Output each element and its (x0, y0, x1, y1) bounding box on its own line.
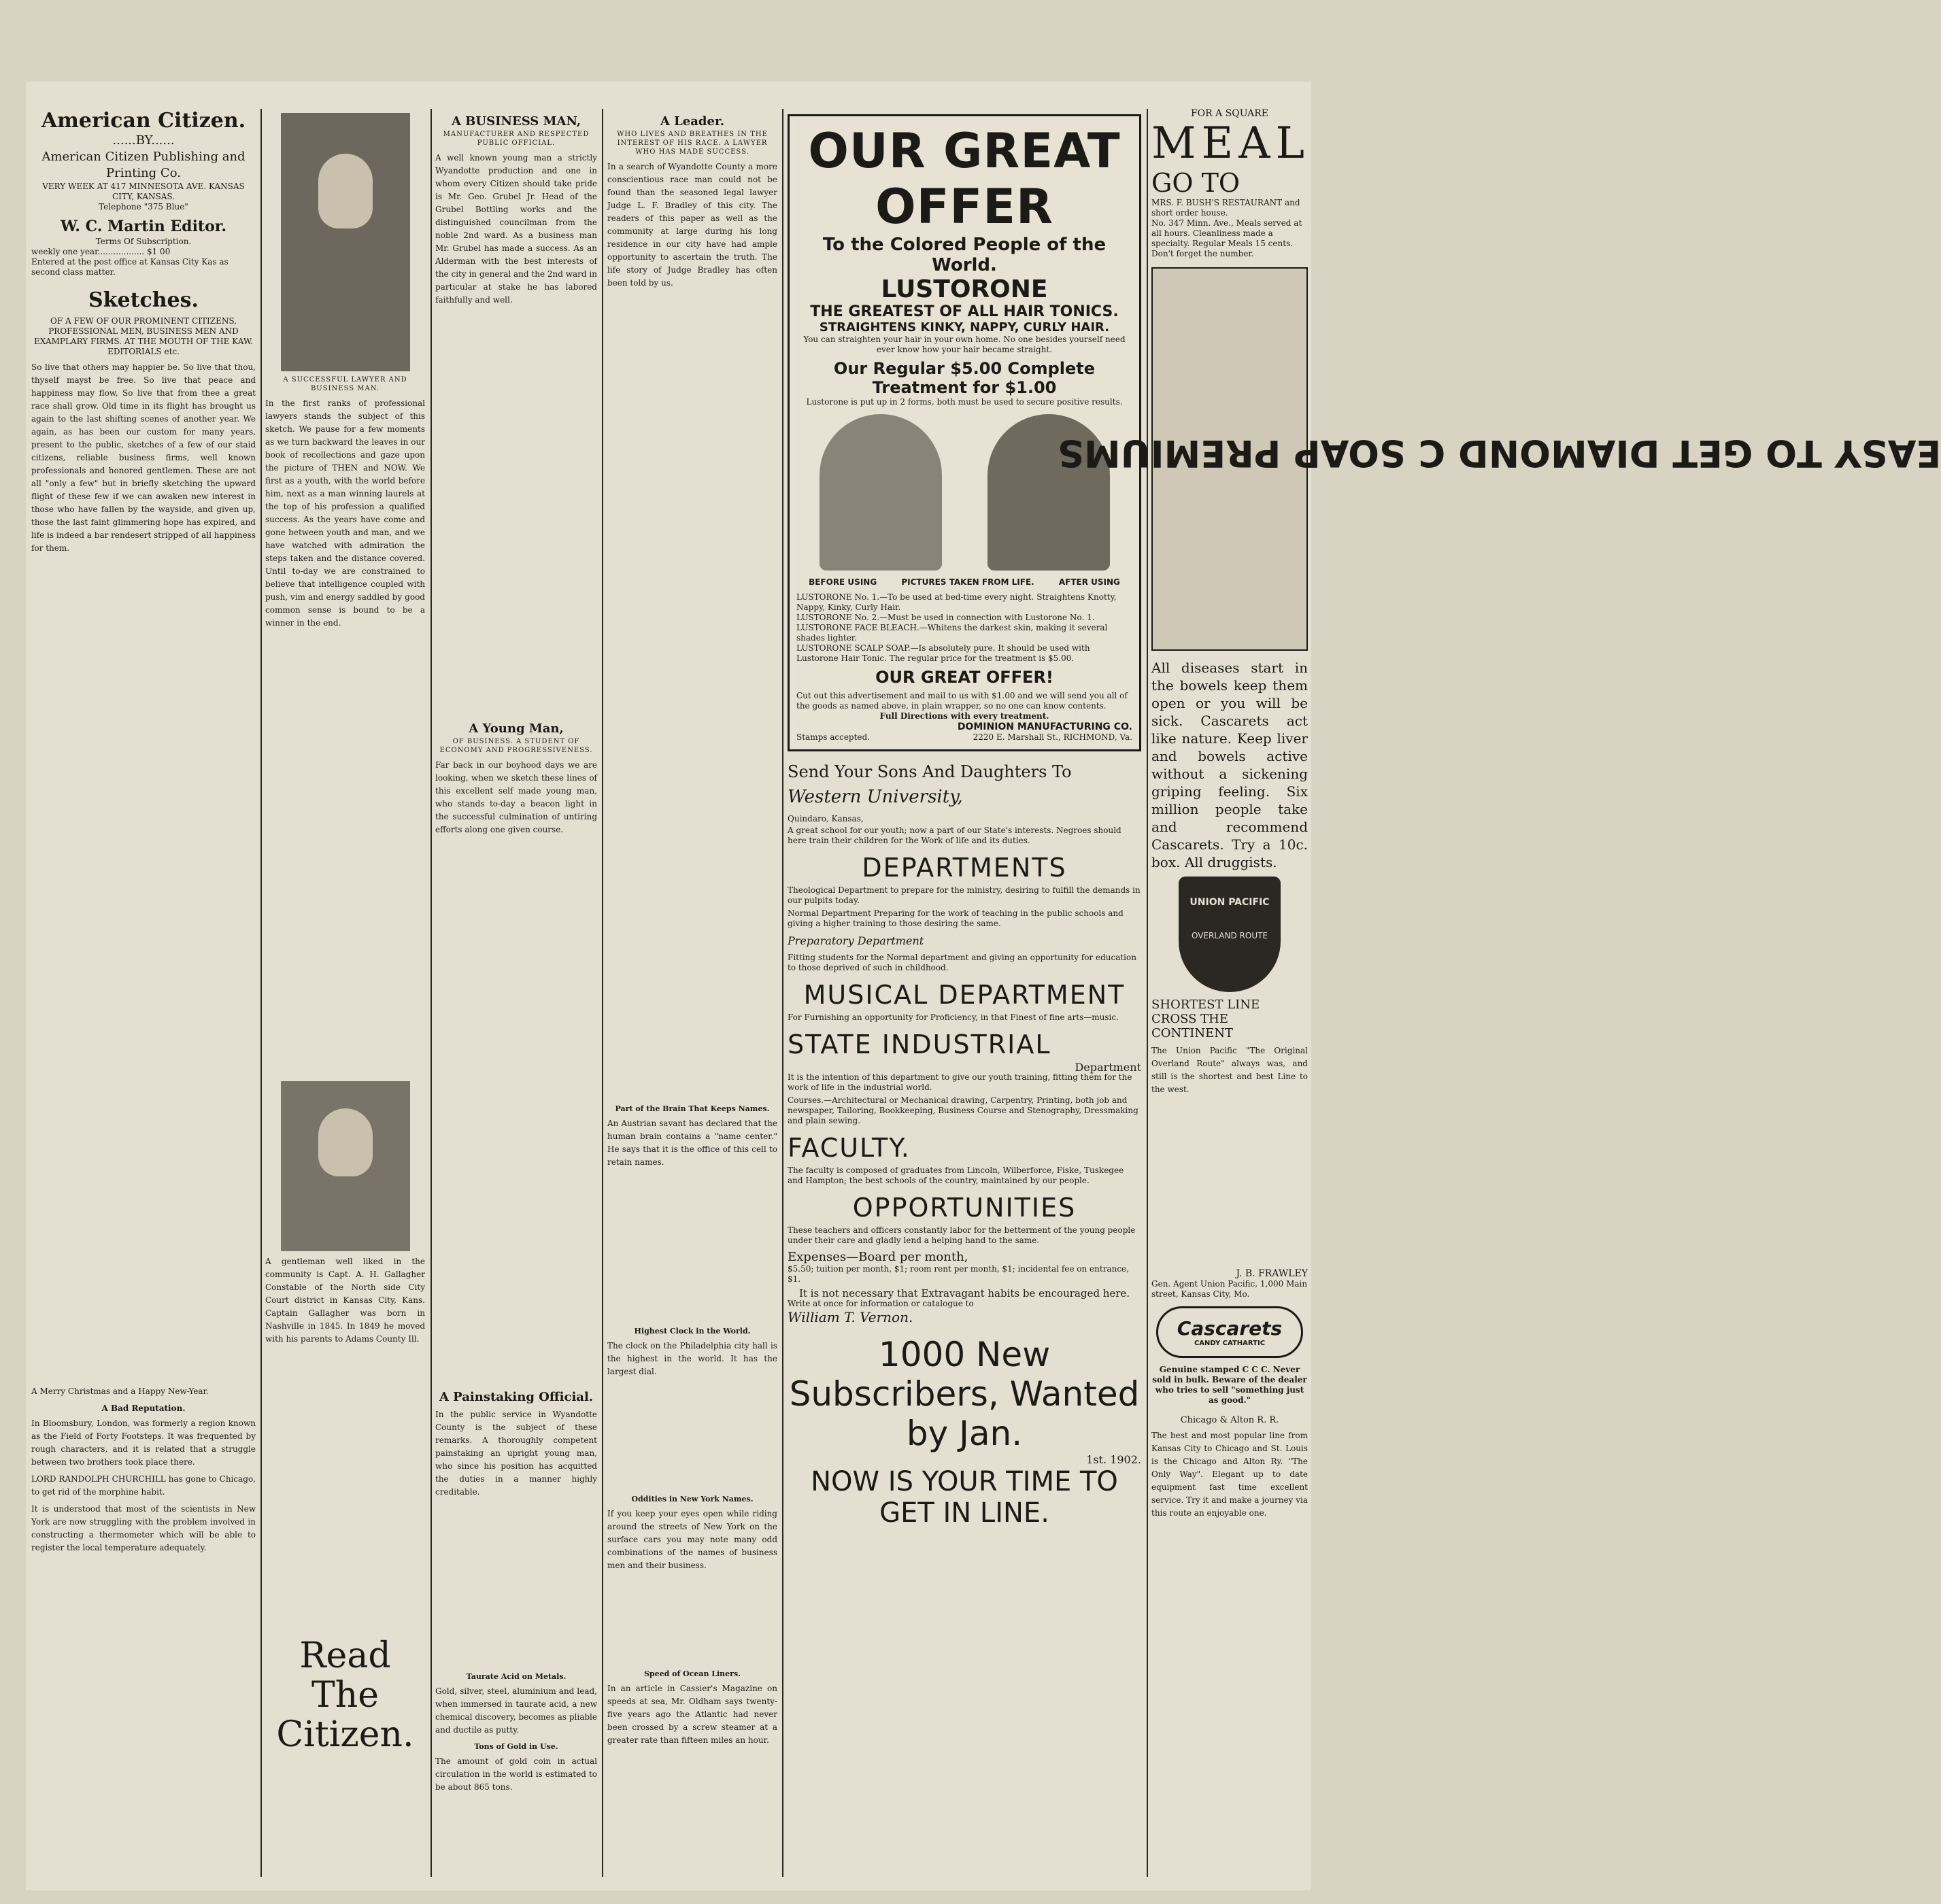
bleach-text: LUSTORONE FACE BLEACH.—Whitens the darkest skin, making it several shades lighter. (796, 623, 1108, 643)
expenses-text: $5.50; tuition per month, $1; room rent per month, $1; incidental fee on entrance, $1. (788, 1264, 1129, 1284)
chicago-alton-head: Chicago & Alton R. R. (1180, 1415, 1279, 1425)
cascarets-candy: CANDY CATHARTIC (1194, 1340, 1266, 1347)
normal-text: Normal Department Preparing for the work of teaching in the public schools and giving a higher training to those desiring the same. (788, 908, 1124, 928)
lawyer-caption: A SUCCESSFUL LAWYER AND BUSINESS MAN. (283, 376, 407, 392)
faculty-head: FACULTY. (788, 1133, 911, 1163)
young-man-subhead: OF BUSINESS. A STUDENT OF ECONOMY AND PROGRESSIVENESS. (439, 738, 593, 754)
column-leader (607, 109, 777, 1877)
business-head: A BUSINESS MAN, (451, 114, 581, 129)
brain-text: An Austrian savant has declared that the human brain contains a "name center." He says that it is the office of this cell to retain names. (607, 1119, 777, 1167)
masthead-terms: Terms Of Subscription. (95, 237, 192, 246)
directions-text: Full Directions with every treatment. (879, 711, 1049, 721)
diamond-soap-text: EASY TO GET DIAMOND C SOAP PREMIUMS (1058, 432, 1941, 475)
sketches-text: So live that others may happier be. So live that thou, thyself mayst be free. So live that peace and happiness may flow, So live that from thee a great race shall grow. Old time in its flight has brought us again to the last shifting scenes of another year. We again, as has been our custom for many years, present to the public, sketches of a few of our staid citizens, reliable business firms, well known professionals and honored gentlemen. These are not all "only a few" but in briefly sketching the upward flight of these few if we can awaken new interest in those who have fallen by the wayside, and given up, those the last faint glimmering hope has expired, and life is indeed a bar rendesert stripped of all happiness for them. (31, 362, 256, 553)
oddities-head: Oddities in New York Names. (631, 1495, 754, 1503)
bad-reputation-head: A Bad Reputation. (101, 1404, 186, 1413)
western-university-ad (788, 762, 1141, 1325)
western-head: Send Your Sons And Daughters To (788, 762, 1072, 781)
bad-reputation-text: In Bloomsbury, London, was formerly a region known as the Field of Forty Footsteps. It was frequented by rough characters, and it is related that a struggle between two brothers took place there. (31, 1418, 256, 1467)
write-text: Write at once for information or catalogue to (788, 1299, 974, 1308)
after-caption: AFTER USING (1058, 577, 1120, 587)
western-name: Western University, (788, 787, 963, 807)
state-text: It is the intention of this department to give our youth training, fitting them for the work of life in the industrial world. (788, 1072, 1132, 1092)
signer: William T. Vernon. (788, 1309, 913, 1325)
offer-forms: Lustorone is put up in 2 forms, both must be used to secure positive results. (806, 397, 1123, 407)
masthead-editor: W. C. Martin Editor. (61, 218, 226, 235)
column-advertisements (788, 109, 1141, 1877)
no2-text: LUSTORONE No. 2.—Must be used in connection with Lustorone No. 1. (796, 613, 1095, 622)
subscribers-line2: NOW IS YOUR TIME TO GET IN LINE. (811, 1466, 1118, 1529)
column-masthead (31, 109, 256, 1877)
churchill-text: LORD RANDOLPH CHURCHILL has gone to Chicago, to get rid of the morphine habit. (31, 1474, 256, 1497)
newspaper-page (26, 82, 1941, 1890)
column-rule (431, 109, 432, 1877)
department-label: Department (1075, 1061, 1141, 1074)
sketches-title: Sketches. (88, 288, 199, 312)
offer-line3: STRAIGHTENS KINKY, NAPPY, CURLY HAIR. (819, 320, 1110, 335)
frawley-name: J. B. FRAWLEY (1236, 1268, 1308, 1279)
gold-head: Tons of Gold in Use. (474, 1742, 558, 1751)
gallagher-portrait (281, 1081, 410, 1251)
gallagher-text: A gentleman well liked in the community is Capt. A. H. Gallagher Constable of the North side City Court district in Kansas City, Kans. Captain Gallagher was born in Nashville in 1845. In 1849 he moved with his parents to Adams County Ill. (265, 1257, 425, 1344)
musical-text: For Furnishing an opportunity for Proficiency, in that Finest of fine arts—music. (788, 1013, 1119, 1022)
departments-head: DEPARTMENTS (862, 853, 1067, 883)
offer-line2: THE GREATEST OF ALL HAIR TONICS. (810, 303, 1119, 320)
company-name: DOMINION MANUFACTURING CO. (957, 721, 1132, 732)
gold-text: The amount of gold coin in actual circulation in the world is estimated to be about 865 tons. (435, 1756, 597, 1792)
column-lawyer (265, 109, 425, 1877)
masthead-publisher: American Citizen Publishing and Printing Co. (41, 150, 246, 180)
masthead-title: American Citizen. (41, 109, 246, 133)
taurate-text: Gold, silver, steel, aluminium and lead, when immersed in taurate acid, a new chemical discovery, becomes as pliable and ductile as putty. (435, 1686, 597, 1735)
faculty-text: The faculty is composed of graduates from Lincoln, Wilberforce, Fiske, Tuskegee and Hampton; the best schools of the country, maintained by our people. (788, 1166, 1124, 1185)
masthead-rate: weekly one year.................. $1 00 (31, 247, 171, 256)
frawley-agent: Gen. Agent Union Pacific, 1,000 Main street, Kansas City, Mo. (1151, 1279, 1308, 1299)
opportunities-text: These teachers and officers constantly labor for the betterment of the young people under their care and gladly lend a helping hand to the same. (788, 1225, 1136, 1245)
business-text: A well known young man a strictly Wyandotte production and one in whom every Citizen should take pride is Mr. Geo. Grubel Jr. Head of the Grubel Bottling works and the distinguished councilman from the noble 2nd ward. As a business man Mr. Grubel has made a success. As an Alderman with the best interests of the city in general and the 2nd ward in particular at stake he has labored faithfully and well. (435, 153, 597, 305)
column-rule (260, 109, 262, 1877)
column-rule (602, 109, 603, 1877)
citizen: Citizen. (276, 1714, 414, 1755)
western-place: Quindaro, Kansas, (788, 814, 864, 823)
column-rule (782, 109, 783, 1877)
young-man-head: A Young Man, (469, 721, 564, 736)
cascarets-logo (1156, 1306, 1303, 1358)
opportunities-head: OPPORTUNITIES (852, 1193, 1077, 1223)
before-caption: BEFORE USING (809, 577, 877, 587)
before-image (820, 414, 942, 571)
image-captions (796, 577, 1132, 587)
masthead-entry: Entered at the post office at Kansas City Kas as second class matter. (31, 257, 229, 277)
offer-price: Our Regular $5.00 Complete Treatment for $1.00 (833, 359, 1096, 397)
bush-text: No. 347 Minn. Ave., Meals served at all hours. Cleanliness made a specialty. Regular Meals 15 cents. Don't forget the number. (1151, 218, 1302, 258)
company-address: 2220 E. Marshall St., RICHMOND, Va. (973, 732, 1132, 742)
offer-headline: OUR GREAT OFFER (808, 123, 1121, 235)
brain-head: Part of the Brain That Keeps Names. (615, 1104, 770, 1113)
clock-head: Highest Clock in the World. (634, 1327, 751, 1336)
taurate-head: Taurate Acid on Metals. (466, 1672, 567, 1681)
western-intro: A great school for our youth; now a part of our State's interests. Negroes should here train their children for the Work of life and its duties. (788, 826, 1121, 845)
union-pacific-text-body: The Union Pacific "The Original Overland Route" always was, and still is the shortest and best Line to the west. (1151, 1046, 1308, 1094)
preparatory-text: Fitting students for the Normal department and giving an opportunity for education to those deprived of such in childhood. (788, 953, 1136, 972)
state-industrial-head: STATE INDUSTRIAL (788, 1030, 1051, 1059)
union-pacific-shield (1179, 877, 1281, 992)
expenses-head: Expenses—Board per month, (788, 1250, 968, 1264)
oddities-text: If you keep your eyes open while riding around the streets of New York on the surface cars you may note many odd combinations of the names of business men and their business. (607, 1509, 777, 1570)
leader-subhead: WHO LIVES AND BREATHES IN THE INTEREST OF HIS RACE. A LAWYER WHO HAS MADE SUCCESS. (617, 131, 768, 156)
cascarets-ad-text: All diseases start in the bowels keep them open or you will be sick. Cascarets act like nature. Keep liver and bowels active without a sickening griping feeling. Six million people take and recommend Cascarets. Try a 10c. box. All druggists. (1151, 660, 1308, 870)
cascarets-brand: Cascarets (1177, 1317, 1283, 1340)
leader-head: A Leader. (660, 114, 725, 129)
offer-again: OUR GREAT OFFER! (875, 668, 1053, 687)
stamps-text: Stamps accepted. (796, 732, 871, 742)
painstaking-text: In the public service in Wyandotte County is the subject of these remarks. A thoroughly competent painstaking an upright young man, who since his position has acquitted the duties in a manner highly creditable. (435, 1410, 597, 1497)
subscribers-line1: 1000 New Subscribers, Wanted by Jan. (789, 1335, 1140, 1453)
business-subhead: MANUFACTURER AND RESPECTED PUBLIC OFFICIAL. (443, 131, 590, 147)
offer-line4: You can straighten your hair in your own home. No one besides yourself need ever know how your hair became straight. (803, 335, 1126, 354)
union-pacific-text: UNION PACIFIC (1189, 897, 1270, 908)
painstaking-head: A Painstaking Official. (439, 1390, 594, 1404)
column-business (435, 109, 597, 1877)
chicago-alton-text: The best and most popular line from Kansas City to Chicago and St. Louis is the Chicago and Alton Ry. "The Only Way". Elegant up to date equipment fast time excellent service. Try it and make a journey via this route an enjoyable one. (1151, 1431, 1308, 1518)
scientists-text: It is understood that most of the scientists in New York are now struggling with the problem involved in constructing a thermometer which will be able to register the local temperature adequately. (31, 1504, 256, 1552)
company-footer (796, 732, 1132, 743)
clock-text: The clock on the Philadelphia city hall is the highest in the world. It has the largest dial. (607, 1341, 777, 1376)
meal-label: MEAL (1151, 118, 1310, 169)
greeting: A Merry Christmas and a Happy New-Year. (31, 1387, 209, 1396)
lawyer-text: In the first ranks of professional lawyers stands the subject of this sketch. We pause for a few moments as we turn backward the leaves in our book of recollections and gaze upon the picture of THEN and NOW. We first as a youth, with the world before him, next as a man winning laurels at the top of his profession a qualified success. As the years have come and gone between youth and man, and we have watched with admiration the steps taken and the distance covered. Until to-day we are constrained to believe that intelligence coupled with push, vim and energy saddled by good common sense is bound to be a winner in the end. (265, 398, 425, 628)
ocean-head: Speed of Ocean Liners. (643, 1669, 741, 1678)
subscribers-ad (788, 1335, 1141, 1529)
leader-text: In a search of Wyandotte County a more conscientious race man could not be found than the seasoned legal lawyer Judge L. F. Bradley of this city. The readers of this paper as well as the community at large during his long residence in our city have had ample opportunity to ascertain the truth. The life story of Judge Bradley has often been told by us. (607, 162, 777, 288)
masthead-address: VERY WEEK AT 417 MINNESOTA AVE. KANSAS CITY, KANSAS. (42, 182, 245, 201)
overland-text: OVERLAND ROUTE (1191, 931, 1268, 940)
subscribers-year: 1st. 1902. (1086, 1453, 1141, 1466)
column-rule (1147, 109, 1148, 1877)
courses-text: Courses.—Architectural or Mechanical drawing, Carpentry, Printing, both job and newspaper, Tailoring, Bookkeeping, Business Course and Stenography, Dressmaking and plain sewing. (788, 1095, 1138, 1125)
offer-line1: To the Colored People of the World. (822, 235, 1107, 275)
extravagant-text: It is not necessary that Extravagant habits be encouraged here. (798, 1287, 1130, 1299)
masthead-telephone: Telephone "375 Blue" (99, 202, 188, 211)
preparatory-head: Preparatory Department (788, 934, 924, 947)
masthead-by: ......BY...... (112, 133, 175, 148)
read-the: Read The (299, 1635, 391, 1716)
shortest-line: SHORTEST LINE (1151, 998, 1260, 1012)
lawyer-portrait (281, 113, 410, 371)
musical-head: MUSICAL DEPARTMENT (803, 980, 1126, 1010)
bush-name: MRS. F. BUSH'S RESTAURANT and short order house. (1151, 198, 1300, 218)
cross-continent: CROSS THE CONTINENT (1151, 1012, 1234, 1040)
theological-text: Theological Department to prepare for the ministry, desiring to fulfill the demands in our pulpits today. (788, 885, 1141, 905)
lustorone-brand: LUSTORONE (881, 275, 1048, 303)
go-to-label: GO TO (1151, 168, 1240, 198)
scalp-text: LUSTORONE SCALP SOAP.—Is absolutely pure. It should be used with Lustorone Hair Tonic. The regular price for the treatment is $5.00. (796, 643, 1090, 663)
cascarets-genuine: Genuine stamped C C C. Never sold in bulk. Beware of the dealer who tries to sell "something just as good." (1152, 1365, 1307, 1405)
no1-text: LUSTORONE No. 1.—To be used at bed-time every night. Straightens Knotty, Nappy, Kinky, Curly Hair. (796, 592, 1117, 612)
young-man-text: Far back in our boyhood days we are looking, when we sketch these lines of this excellent self made young man, who stands to-day a beacon light in the successful culmination of untiring efforts along one given course. (435, 760, 597, 834)
cut-text: Cut out this advertisement and mail to us with $1.00 and we will send you all of the goods as named above, in plain wrapper, so no one can know contents. (796, 691, 1128, 711)
pictures-caption: PICTURES TAKEN FROM LIFE. (901, 577, 1034, 587)
sketches-subtitle: OF A FEW OF OUR PROMINENT CITIZENS, PROFESSIONAL MEN, BUSINESS MEN AND EXAMPLARY FIRMS. AT THE MOUTH OF THE KAW. EDITORIALS etc. (34, 316, 253, 356)
square-label: FOR A SQUARE (1190, 108, 1269, 119)
ocean-text: In an article in Cassier's Magazine on speeds at sea, Mr. Oldham says twenty-five years ago the Atlantic had never been crossed by a screw steamer at a greater rate than fifteen miles an hour. (607, 1684, 777, 1745)
